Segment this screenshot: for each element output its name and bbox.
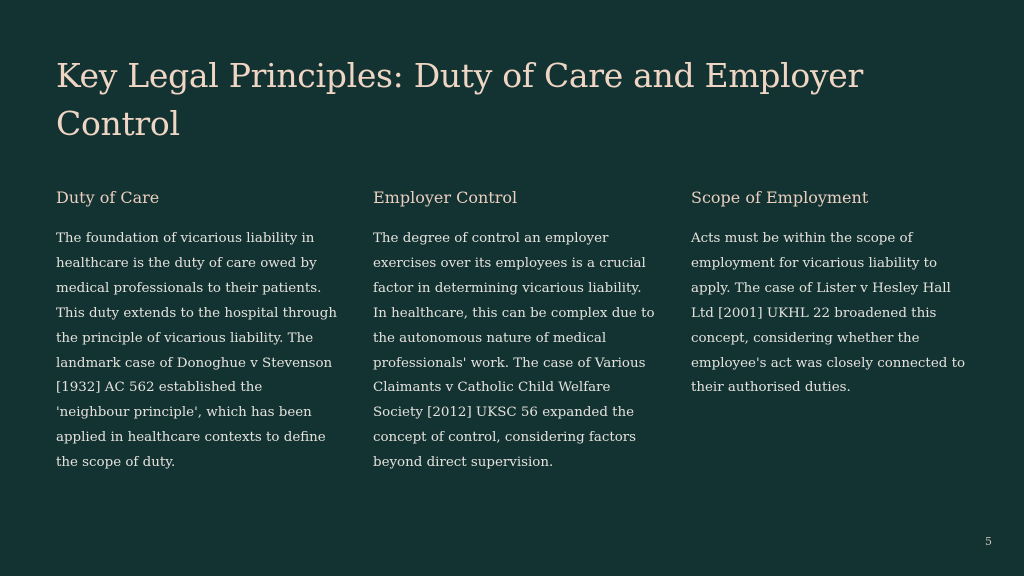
- page-number: 5: [985, 535, 992, 548]
- column-body: The degree of control an employer exercises over its employees is a crucial factor in determining vicarious liability. In healthcare, this can be complex due to the autonomous nature of medical professionals' work. The case of Various Claimants v Catholic Child Welfare Society [2012] UKSC 56 expanded the concept of control, considering factors beyond direct supervision.: [373, 231, 655, 471]
- column-heading: Employer Control: [373, 188, 518, 207]
- column-employer-control: [373, 185, 655, 476]
- column-heading: Duty of Care: [56, 188, 160, 207]
- column-duty-of-care: [56, 185, 338, 476]
- column-body: Acts must be within the scope of employment for vicarious liability to apply. The case of Lister v Hesley Hall Ltd [2001] UKHL 22 broadened this concept, considering whether the employee's act was closely connected to their authorised duties.: [691, 231, 966, 396]
- column-scope-of-employment: [691, 185, 973, 401]
- column-heading: Scope of Employment: [691, 188, 869, 207]
- slide-title: Key Legal Principles: Duty of Care and Employer Control: [56, 56, 864, 143]
- column-body: The foundation of vicarious liability in healthcare is the duty of care owed by medical professionals to their patients. This duty extends to the hospital through the principle of vicarious liability. The landmark case of Donoghue v Stevenson [1932] AC 562 established the 'neighbour principle', which has been applied in healthcare contexts to define the scope of duty.: [56, 231, 337, 471]
